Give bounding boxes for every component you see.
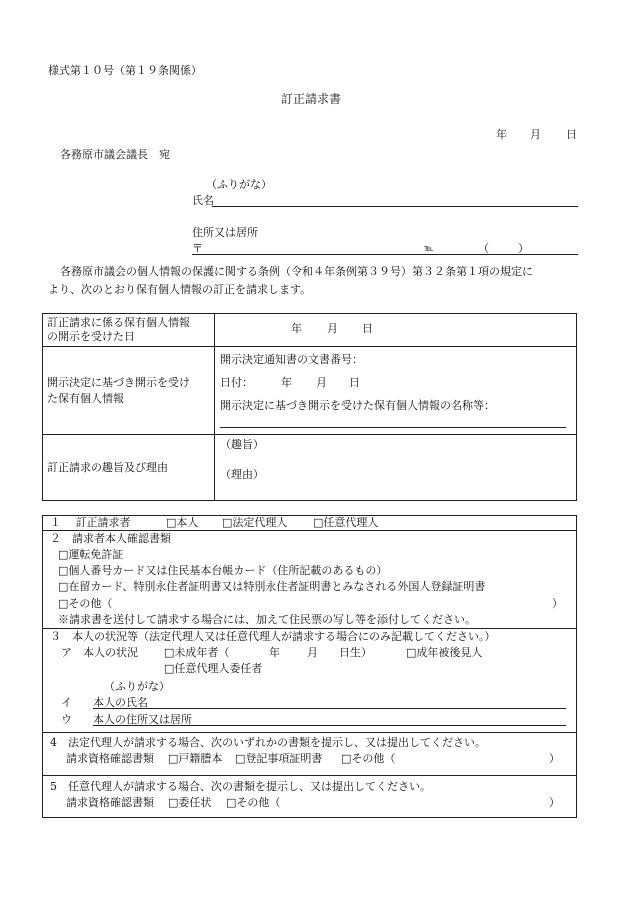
checkbox-section5-other[interactable]: □その他（ [226, 796, 281, 809]
checkbox-adult-ward[interactable]: □成年被後見人 [406, 646, 483, 659]
minor-birth-month: 月 [307, 646, 318, 659]
checkbox-residence-card[interactable]: □在留カード、特別永住者証明書又は特別永住者証明書とみなされる外国人登録証明書 [58, 580, 486, 593]
section-divider-3 [42, 732, 577, 733]
section2-title: ２ 請求者本人確認書類 [50, 532, 171, 545]
postal-mark: 〒 [192, 242, 203, 255]
row1-label-line1: 訂正請求に係る保有個人情報 [47, 316, 190, 329]
section4-close-paren: ） [549, 752, 560, 765]
section5-close-paren: ） [549, 796, 560, 809]
minor-birth-year: 年 [269, 646, 280, 659]
date-day-label: 日 [566, 128, 577, 141]
section-divider-2 [42, 628, 577, 629]
checkbox-power-of-attorney[interactable]: □委任状 [168, 796, 212, 809]
checkbox-other-id[interactable]: □その他（ [58, 597, 113, 610]
row1-day: 日 [362, 322, 373, 335]
section2-note: ※請求書を送付して請求する場合には、加えて住民票の写し等を添付してください。 [58, 613, 476, 626]
person-address-label: 本人の住所又は居所 [93, 713, 192, 726]
row2-label-line1: 開示決定に基づき開示を受け [47, 376, 190, 389]
tel-open-paren: （ [478, 242, 489, 255]
person-name-line[interactable] [93, 708, 566, 709]
checkbox-voluntary-agent[interactable]: □任意代理人 [313, 516, 379, 529]
row1-label-line2: の開示を受けた日 [47, 330, 135, 343]
checkbox-drivers-license[interactable]: □運転免許証 [58, 548, 124, 561]
date-year-label: 年 [496, 128, 507, 141]
requester-name-label: 氏名 [192, 194, 214, 207]
row1-year: 年 [291, 322, 302, 335]
section4-title: 4 法定代理人が請求する場合、次のいずれかの書類を提示し、又は提出してください。 [50, 736, 486, 749]
row2-day: 日 [349, 376, 360, 389]
checkbox-my-number-card[interactable]: □個人番号カード又は住民基本台帳カード（住所記載のあるもの） [58, 564, 388, 577]
other-id-close-paren: ） [552, 597, 563, 610]
section4-doc-label: 請求資格確認書類 [66, 752, 154, 765]
checkbox-self[interactable]: □本人 [166, 516, 199, 529]
disclosure-row-divider-2 [42, 434, 577, 435]
person-address-line[interactable] [93, 725, 566, 726]
section5-doc-label: 請求資格確認書類 [66, 796, 154, 809]
checkbox-family-register[interactable]: □戸籍謄本 [168, 752, 223, 765]
requester-address-label: 住所又は居所 [192, 226, 258, 239]
addressee: 各務原市議会議長 宛 [60, 148, 170, 161]
form-number: 様式第１０号（第１９条関係） [48, 64, 202, 77]
checkbox-registry-certificate[interactable]: □登記事項証明書 [235, 752, 323, 765]
section1-title: １ 訂正請求者 [50, 516, 131, 529]
section-divider-4 [42, 775, 577, 776]
section-divider-1 [42, 530, 577, 531]
row3-reason-label: （理由） [220, 468, 264, 481]
requester-address-line[interactable] [192, 254, 578, 255]
row1-month: 月 [327, 322, 338, 335]
date-month-label: 月 [530, 128, 541, 141]
minor-birth-day: 日生） [339, 646, 372, 659]
row2-doc-number-label: 開示決定通知書の文書番号： [220, 353, 363, 366]
requester-furigana-label: （ふりがな） [206, 178, 272, 191]
person-status-label: ア 本人の状況 [61, 646, 138, 659]
row3-label: 訂正請求の趣旨及び理由 [47, 461, 168, 474]
intro-line-2: より、次のとおり保有個人情報の訂正を請求します。 [48, 283, 312, 296]
person-address-mark: ウ [61, 713, 72, 726]
row2-label-line2: た保有個人情報 [47, 392, 124, 405]
disclosure-table-divider [214, 313, 215, 501]
checkbox-section4-other[interactable]: □その他（ [341, 752, 396, 765]
disclosure-row-divider-1 [42, 346, 577, 347]
checkbox-minor[interactable]: □未成年者（ [164, 646, 230, 659]
row2-year: 年 [281, 376, 292, 389]
person-furigana-label: （ふりがな） [104, 680, 170, 693]
row2-info-name-label: 開示決定に基づき開示を受けた保有個人情報の名称等： [220, 399, 495, 412]
checkbox-legal-agent[interactable]: □法定代理人 [222, 516, 288, 529]
person-name-mark: イ [61, 696, 72, 709]
person-name-label: 本人の氏名 [93, 696, 148, 709]
row2-date-label: 日付： [220, 376, 253, 389]
document-title: 訂正請求書 [281, 92, 342, 106]
checkbox-delegator[interactable]: □任意代理人委任者 [164, 662, 263, 675]
row2-info-name-line[interactable] [220, 427, 566, 428]
row2-month: 月 [316, 376, 327, 389]
tel-close-paren: ） [518, 242, 529, 255]
row3-gist-label: （趣旨） [220, 438, 264, 451]
requester-name-line[interactable] [212, 206, 578, 207]
tel-mark: ℡ [424, 244, 434, 254]
section5-title: 5 任意代理人が請求する場合、次の書類を提示し、又は提出してください。 [50, 780, 431, 793]
section3-title: ３ 本人の状況等（法定代理人又は任意代理人が請求する場合にのみ記載してください。） [50, 630, 496, 643]
intro-line-1: 各務原市議会の個人情報の保護に関する条例（令和４年条例第３９号）第３２条第１項の規定に [60, 265, 533, 278]
